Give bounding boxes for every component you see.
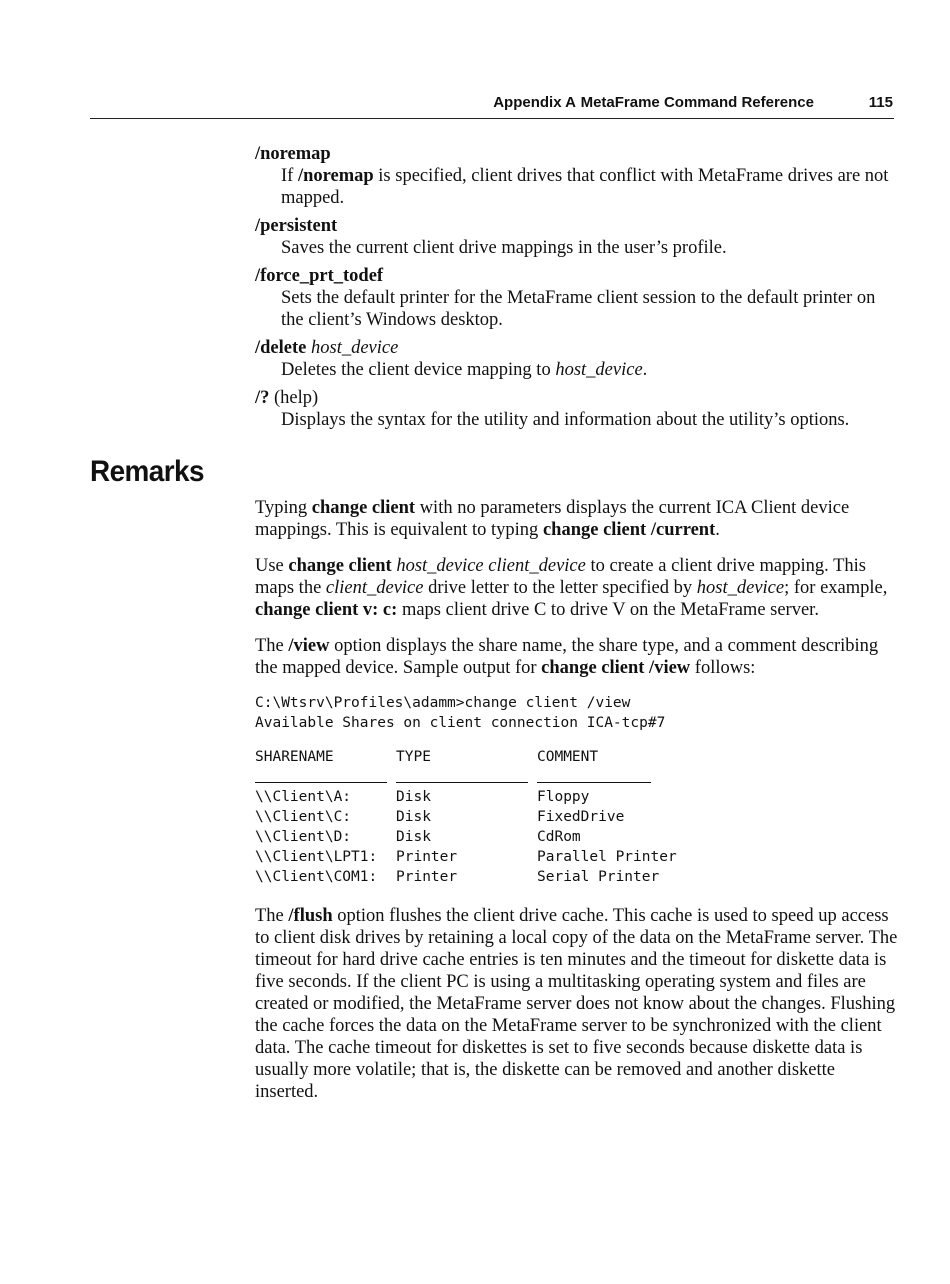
paragraph-run: host_device client_device <box>396 556 586 576</box>
option-switch: /delete <box>255 338 307 358</box>
page-header <box>90 92 894 119</box>
option-entry <box>255 215 895 259</box>
table-cell: Serial Printer <box>537 869 660 885</box>
table-row <box>255 787 900 807</box>
paragraph-run: client_device <box>325 578 424 598</box>
remarks-paragraphs <box>255 497 900 679</box>
table-cell: \\Client\C: <box>255 809 352 825</box>
remarks-paragraph <box>255 635 900 679</box>
option-entry <box>255 143 895 209</box>
column-underline <box>255 782 387 783</box>
remarks-heading: Remarks <box>90 455 204 488</box>
paragraph-run: follows: <box>690 658 756 678</box>
paragraph-run: change client /current <box>542 520 716 540</box>
paragraph-run: change client v: c: <box>255 600 398 620</box>
option-description-run: Displays the syntax for the utility and information about the utility’s options. <box>281 410 850 430</box>
column-header: SHARENAME <box>255 749 334 765</box>
option-description-run: host_device <box>555 360 643 380</box>
option-description-run: /noremap <box>297 166 374 186</box>
paragraph-run: . <box>715 520 720 540</box>
option-description <box>255 287 895 331</box>
option-term <box>255 337 895 359</box>
code-line: Available Shares on client connection ICA-tcp#7 <box>255 715 666 731</box>
table-row <box>255 827 900 847</box>
table-cell: Parallel Printer <box>537 849 677 865</box>
column-header: COMMENT <box>537 749 599 765</box>
paragraph-run: drive letter to the letter specified by <box>423 578 697 598</box>
paragraph-run: /view <box>288 636 330 656</box>
option-term <box>255 215 895 237</box>
table-row <box>255 867 900 887</box>
table-row <box>255 807 900 827</box>
option-switch: /? <box>255 388 270 408</box>
table-cell: \\Client\LPT1: <box>255 849 378 865</box>
option-description-run: Saves the current client drive mappings in the user’s profile. <box>281 238 727 258</box>
code-line: C:\Wtsrv\Profiles\adamm>change client /view <box>255 695 631 711</box>
table-header-row <box>255 747 900 767</box>
table-cell: Printer <box>396 869 458 885</box>
table-cell: FixedDrive <box>537 809 625 825</box>
paragraph-run: ; for example, <box>784 578 888 598</box>
table-cell: Disk <box>396 809 431 825</box>
table-cell: \\Client\A: <box>255 789 352 805</box>
table-row <box>255 847 900 867</box>
remarks-paragraph <box>255 497 900 541</box>
option-note: (help) <box>269 388 319 408</box>
option-description <box>255 165 895 209</box>
paragraph-run: maps client drive C to drive V on the MetaFrame server. <box>397 600 819 620</box>
page-number: 115 <box>868 94 893 111</box>
paragraph-run: The <box>255 636 289 656</box>
option-switch: /persistent <box>255 216 338 236</box>
appendix-label: Appendix A <box>493 94 576 111</box>
table-cell: \\Client\COM1: <box>255 869 378 885</box>
table-cell: Disk <box>396 829 431 845</box>
option-description-run: . <box>642 360 648 380</box>
flush-run: The <box>255 906 289 926</box>
table-cell: Printer <box>396 849 458 865</box>
option-entry <box>255 337 895 381</box>
option-argument: host_device <box>306 338 399 358</box>
paragraph-run: change client <box>288 556 392 576</box>
table-cell: \\Client\D: <box>255 829 352 845</box>
shares-table <box>255 747 900 887</box>
option-term <box>255 387 895 409</box>
paragraph-run: Typing <box>255 498 312 518</box>
option-description <box>255 409 895 431</box>
paragraph-run: host_device <box>696 578 785 598</box>
option-switch: /force_prt_todef <box>255 266 384 286</box>
paragraph-run: to create a client drive mapping. This maps the <box>255 556 866 598</box>
remarks-body <box>255 497 900 1117</box>
table-cell: Disk <box>396 789 431 805</box>
options-list <box>255 143 895 437</box>
table-cell: Floppy <box>537 789 590 805</box>
table-cell: CdRom <box>537 829 581 845</box>
option-description <box>255 359 895 381</box>
option-description <box>255 237 895 259</box>
flush-run: /flush <box>288 906 333 926</box>
option-description-run: Deletes the client device mapping to <box>281 360 556 380</box>
section-title: MetaFrame Command Reference <box>580 94 814 111</box>
remarks-paragraph <box>255 555 900 621</box>
paragraph-run: change client /view <box>541 658 691 678</box>
option-term <box>255 143 895 165</box>
option-switch: /noremap <box>255 144 331 164</box>
option-description-run: If <box>281 166 298 186</box>
column-underline <box>396 782 528 783</box>
code-sample <box>255 693 900 733</box>
option-entry <box>255 387 895 431</box>
paragraph-run: change client <box>311 498 416 518</box>
header-underlines <box>255 767 900 783</box>
paragraph-run: option displays the share name, the share type, and a comment describing the mapped device. Sample output for <box>255 636 879 678</box>
flush-paragraph <box>255 905 900 1103</box>
paragraph-run: Use <box>255 556 289 576</box>
option-entry <box>255 265 895 331</box>
column-header: TYPE <box>396 749 431 765</box>
flush-run: option flushes the client drive cache. This cache is used to speed up access to client disk drives by retaining a local copy of the data on the MetaFrame server. The timeout for hard drive cache entries is ten minutes and the timeout for diskette data is five seconds. If the client PC is using a multitasking operating system and files are created or modified, the MetaFrame server does not know about the changes. Flushing the cache forces the data on the MetaFrame server to be synchronized with the client data. The cache timeout for diskettes is set to five seconds because diskette data is usually more volatile; that is, the diskette can be removed and another diskette inserted. <box>255 906 898 1102</box>
paragraph-run: with no parameters displays the current ICA Client device mappings. This is equivalent to typing <box>255 498 850 540</box>
option-term <box>255 265 895 287</box>
column-underline <box>537 782 651 783</box>
option-description-run: is specified, client drives that conflict with MetaFrame drives are not mapped. <box>281 166 889 208</box>
option-description-run: Sets the default printer for the MetaFrame client session to the default printer on the client’s Windows desktop. <box>281 288 876 330</box>
